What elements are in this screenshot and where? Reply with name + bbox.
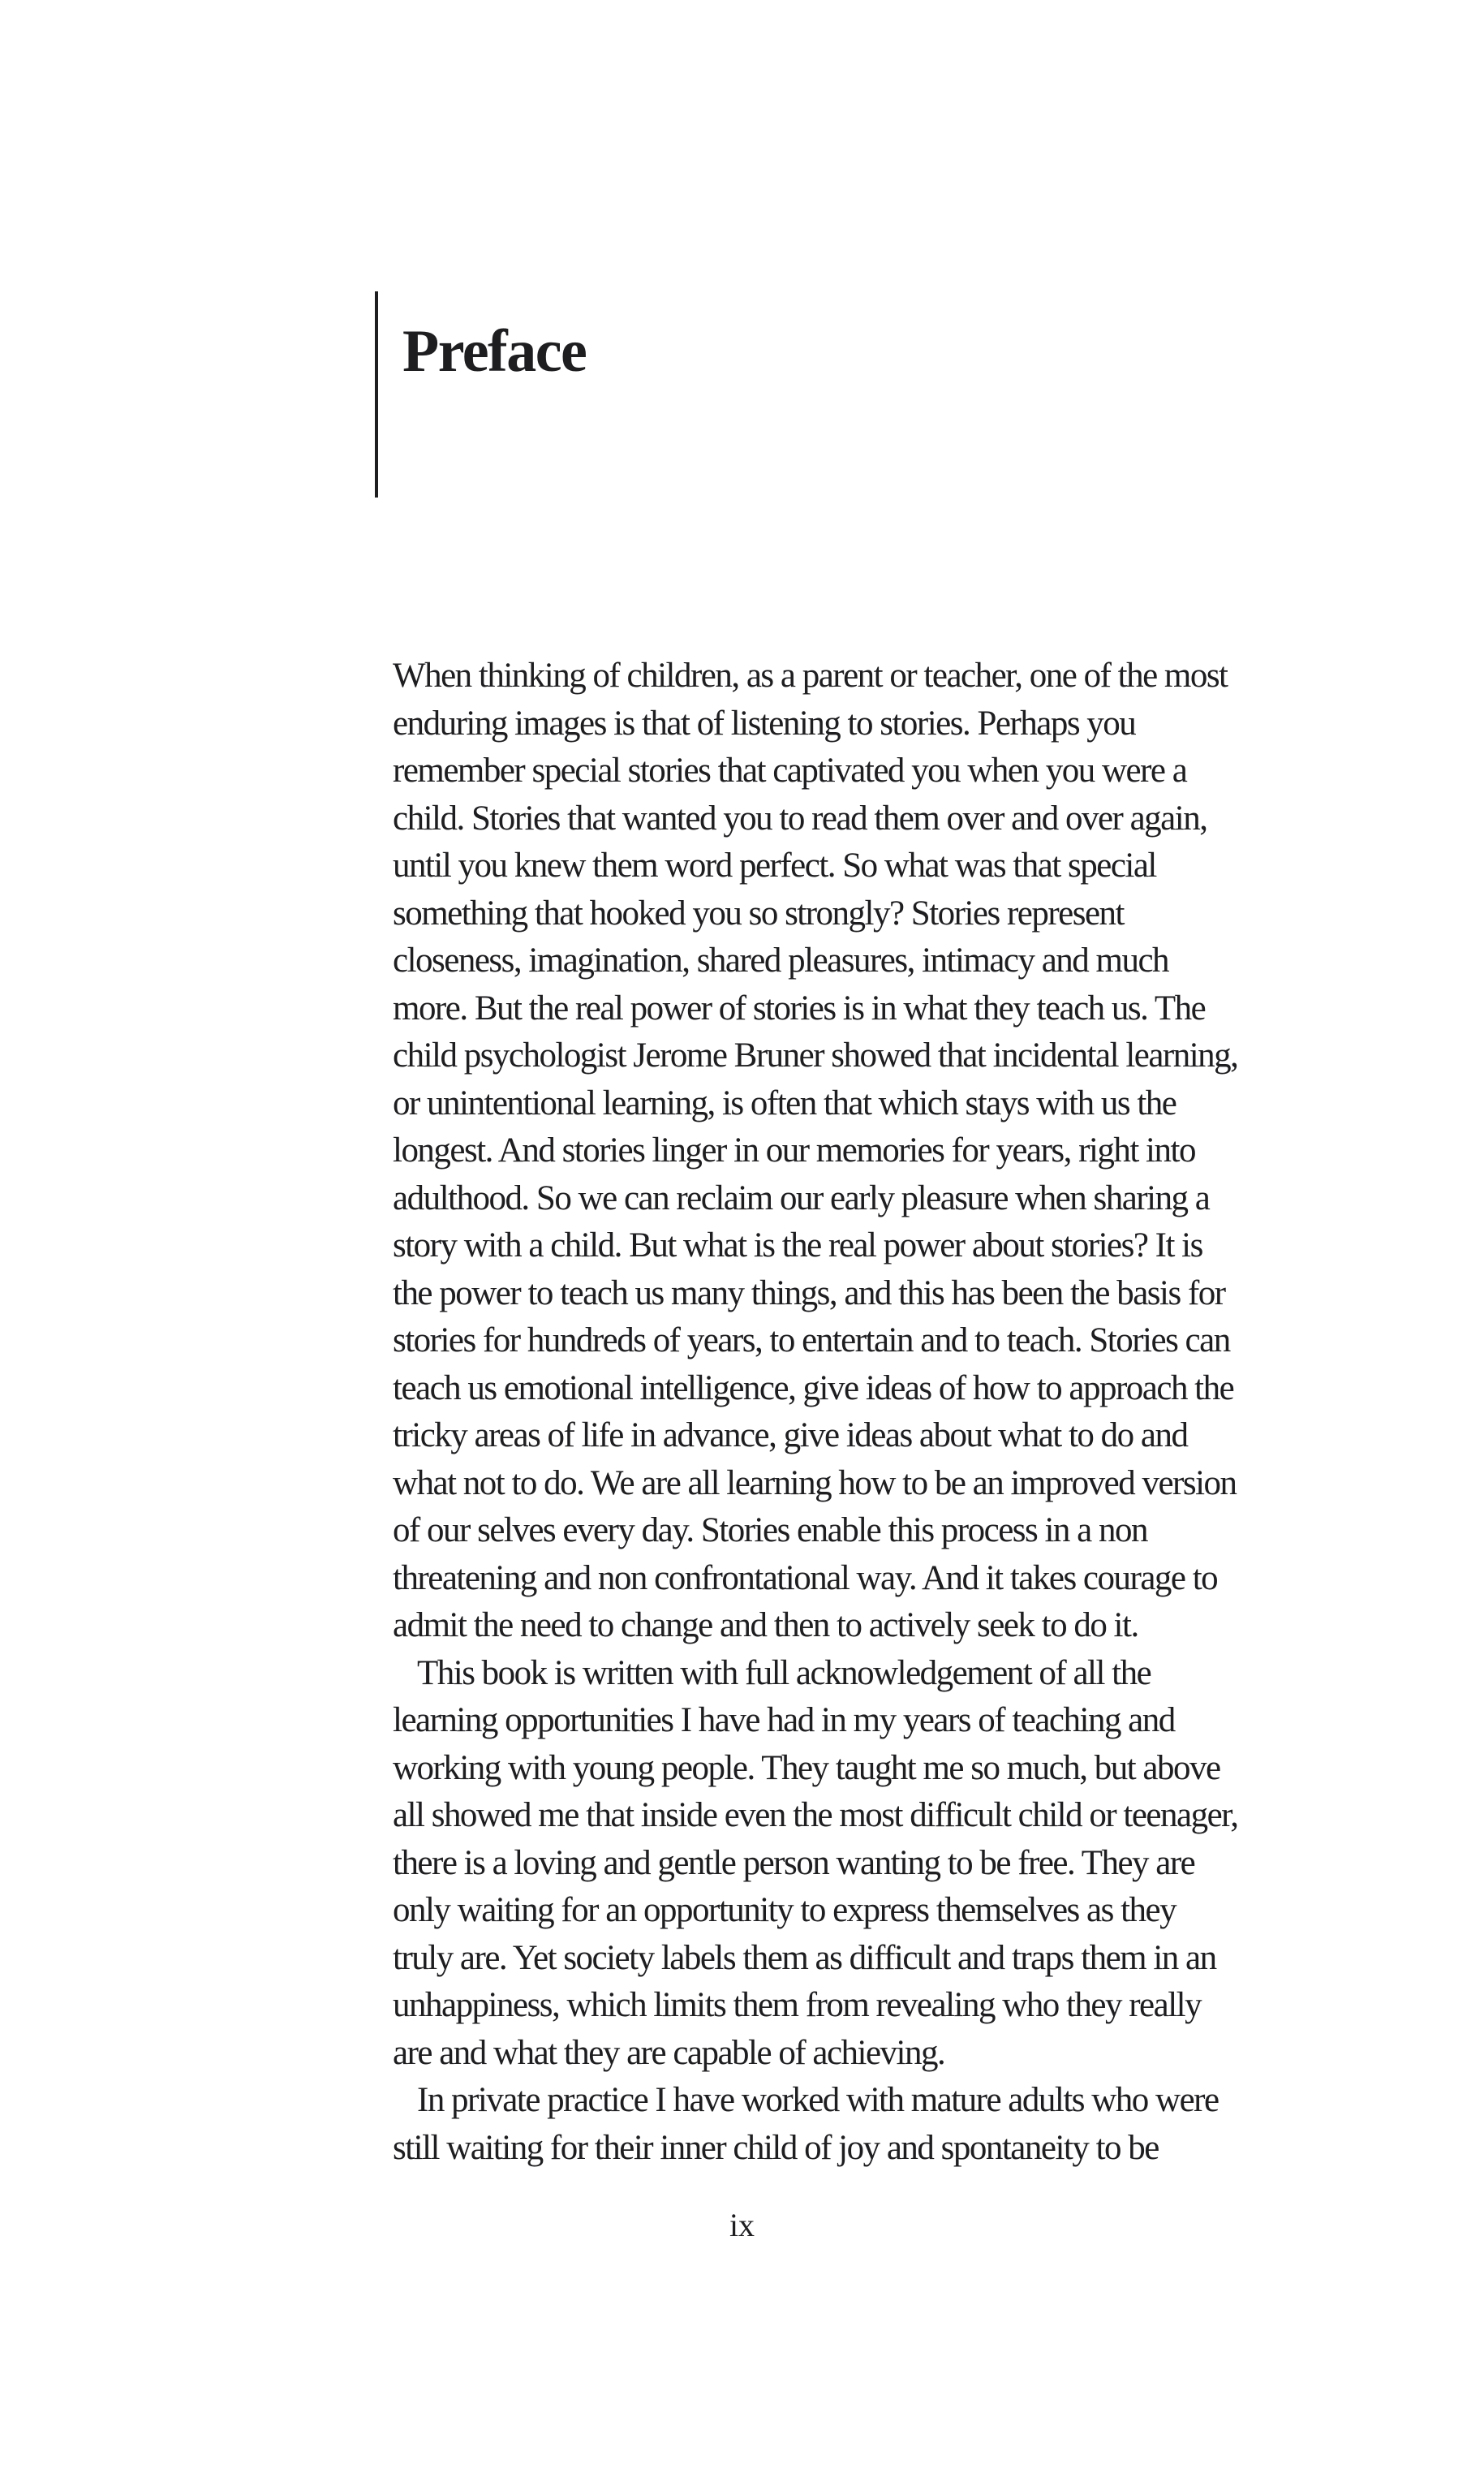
text-line: still waiting for their inner child of joy and spontaneity to be (393, 2128, 1159, 2167)
text-line: threatening and non confrontational way. And it takes courage to (393, 1558, 1218, 1597)
text-line: In private practice I have worked with mature adults who were (417, 2081, 1219, 2119)
text-line: all showed me that inside even the most difficult child or teenager, (393, 1796, 1238, 1834)
text-line: When thinking of children, as a parent or teacher, one of the most (393, 657, 1228, 695)
paragraph-1 (393, 653, 1358, 1650)
paragraph-3 (393, 2077, 1358, 2172)
chapter-title: Preface (402, 318, 587, 385)
text-line: only waiting for an opportunity to express themselves as they (393, 1891, 1176, 1929)
text-line: This book is written with full acknowledgement of all the (417, 1653, 1151, 1692)
chapter-title-rule (375, 291, 378, 498)
text-line: more. But the real power of stories is in what they teach us. The (393, 989, 1206, 1028)
page-number: ix (729, 2207, 755, 2243)
text-line: there is a loving and gentle person wanting to be free. They are (393, 1843, 1195, 1882)
text-line: what not to do. We are all learning how to be an improved version (393, 1463, 1237, 1502)
text-line: truly are. Yet society labels them as difficult and traps them in an (393, 1938, 1216, 1977)
text-line: working with young people. They taught me so much, but above (393, 1748, 1220, 1787)
text-line: adulthood. So we can reclaim our early pleasure when sharing a (393, 1178, 1210, 1217)
text-line: tricky areas of life in advance, give ideas about what to do and (393, 1416, 1188, 1454)
text-line: remember special stories that captivated you when you were a (393, 752, 1187, 790)
text-line: enduring images is that of listening to stories. Perhaps you (393, 704, 1136, 743)
text-line: until you knew them word perfect. So what was that special (393, 847, 1156, 885)
text-line: the power to teach us many things, and this has been the basis for (393, 1273, 1225, 1312)
text-line: or unintentional learning, is often that which stays with us the (393, 1084, 1176, 1122)
text-line: are and what they are capable of achieving. (393, 2033, 945, 2072)
text-line: teach us emotional intelligence, give ideas of how to approach the (393, 1368, 1234, 1407)
text-line: story with a child. But what is the real power about stories? It is (393, 1226, 1202, 1265)
text-line: learning opportunities I have had in my years of teaching and (393, 1701, 1175, 1739)
text-line: of our selves every day. Stories enable this process in a non (393, 1511, 1147, 1549)
text-line: unhappiness, which limits them from revealing who they really (393, 1986, 1202, 2024)
text-line: closeness, imagination, shared pleasures, intimacy and much (393, 941, 1169, 980)
text-line: child. Stories that wanted you to read them over and over again, (393, 799, 1207, 838)
paragraph-2 (393, 1650, 1358, 2078)
text-line: longest. And stories linger in our memories for years, right into (393, 1131, 1195, 1170)
text-line: something that hooked you so strongly? Stories represent (393, 894, 1124, 933)
text-line: stories for hundreds of years, to entertain and to teach. Stories can (393, 1321, 1230, 1359)
text-line: admit the need to change and then to actively seek to do it. (393, 1606, 1138, 1644)
text-line: child psychologist Jerome Bruner showed that incidental learning, (393, 1036, 1238, 1075)
body-text (393, 653, 1358, 2172)
